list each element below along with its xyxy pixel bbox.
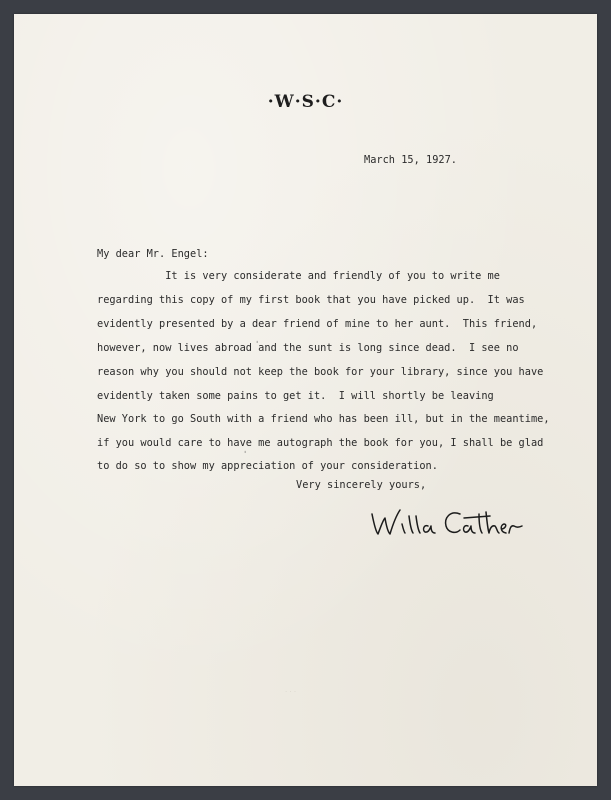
insertion-caret: ˈ: [244, 450, 247, 459]
body-line-9: to do so to show my appreciation of your consideration.: [97, 460, 438, 472]
letterhead-monogram: ·W·S·C·: [267, 92, 344, 112]
body-line-1: It is very considerate and friendly of you to write me: [97, 270, 500, 282]
insertion-caret: ˌ: [256, 335, 259, 344]
salutation: My dear Mr. Engel:: [97, 248, 209, 260]
letter-date: March 15, 1927.: [364, 154, 457, 166]
faint-pencil-mark: · · ·: [285, 688, 297, 696]
body-line-8: if you would care to have me autograph the book for you, I shall be glad: [97, 437, 544, 449]
body-line-3: evidently presented by a dear friend of mine to her aunt. This friend,: [97, 318, 538, 330]
body-line-4: however, now lives abroad and the sunt is long since dead. I see no: [97, 342, 519, 354]
body-line-5: reason why you should not keep the book for your library, since you have: [97, 366, 544, 378]
body-line-7: New York to go South with a friend who has been ill, but in the meantime,: [97, 413, 550, 425]
closing-line: Very sincerely yours,: [296, 479, 427, 491]
body-line-6: evidently taken some pains to get it. I will shortly be leaving: [97, 390, 494, 402]
handwritten-signature: [368, 502, 528, 544]
body-line-2: regarding this copy of my first book that you have picked up. It was: [97, 294, 525, 306]
